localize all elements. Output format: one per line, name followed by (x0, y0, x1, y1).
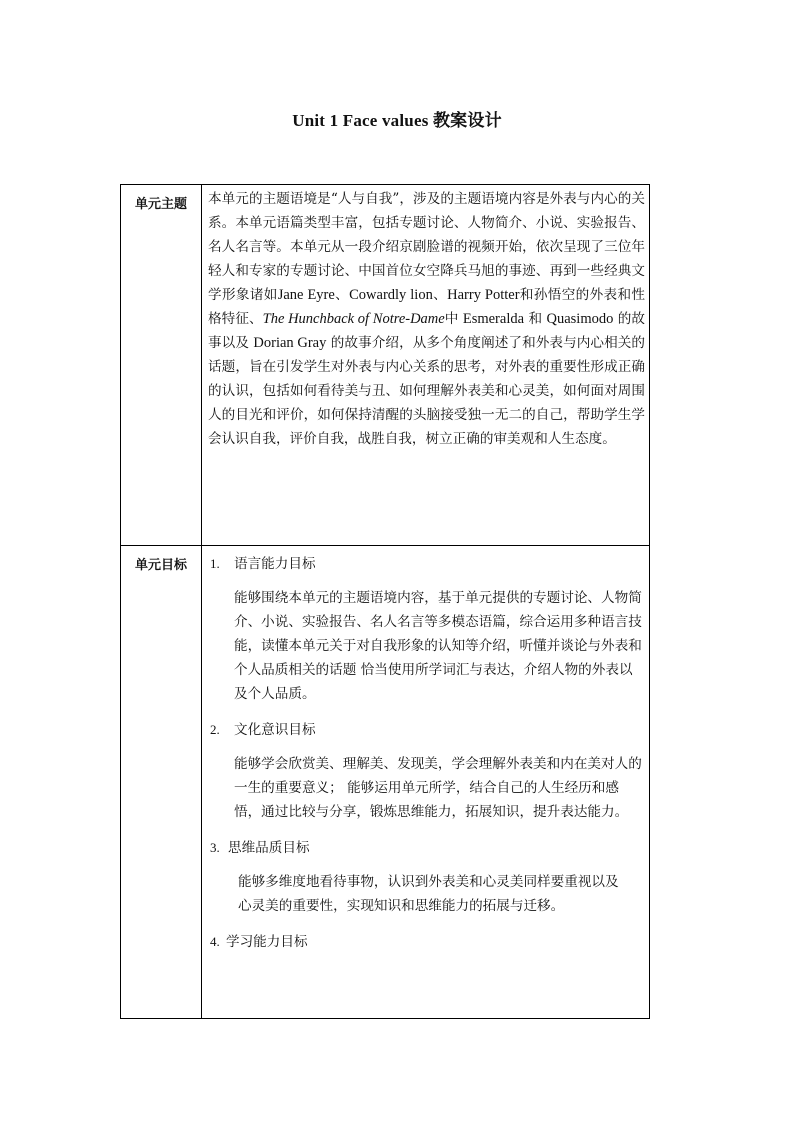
separator: 、 (432, 287, 448, 303)
name-esmeralda: Esmeralda (462, 311, 525, 327)
goal-title: 学习能力目标 (226, 934, 308, 950)
goal-heading (210, 836, 649, 864)
theme-text-part2: 和孙悟空的外表和性格特征、 (208, 287, 646, 327)
goal-number: 4. (210, 934, 220, 949)
table-row-theme (121, 185, 650, 546)
goal-description: 能够学会欣赏美、理解美、发现美，学会理解外表美和内在美对人的一生的重要意义； 能够运用单元所学，结合自己的人生经历和感悟，通过比较与分享，锻炼思维能力，拓展知识，提升表达能力。 (234, 756, 642, 820)
theme-text-part6: 的故事介绍，从多个角度阐述了和外表与内心相关的话题，旨在引发学生对外表与内心关系的思考，对外表的重要性形成正确的认识，包括如何看待美与丑、如何理解外表美和心灵美，如何面对周围人的目光和评价，如何保持清醒的头脑接受独一无二的自己，帮助学生学会认识自我，评价自我，战胜自我，树立正确的审美观和人生态度。 (208, 335, 646, 447)
goal-heading (210, 930, 649, 958)
goal-number: 1. (210, 556, 220, 571)
book-title: The Hunchback of Notre-Dame (262, 311, 445, 327)
theme-text-part4: 和 (528, 311, 543, 327)
theme-text-part5: 的故事以及 (208, 311, 646, 351)
theme-label: 单元主题 (121, 185, 202, 546)
goals-list (202, 546, 649, 1018)
name-harry-potter: Harry Potter (447, 287, 520, 303)
goal-heading (210, 552, 649, 580)
goals-label: 单元目标 (121, 546, 202, 1019)
goal-title: 思维品质目标 (228, 840, 310, 856)
goal-description: 能够围绕本单元的主题语境内容，基于单元提供的专题讨论、人物简介、小说、实验报告、名人名言等多模态语篇，综合运用多种语言技能，读懂本单元关于对自我形象的认知等介绍，听懂并谈论与外表和个人品质相关的话题 恰当使用所学词汇与表达，介绍人物的外表以及个人品质。 (234, 590, 642, 702)
name-dorian-gray: Dorian Gray (253, 335, 327, 351)
goal-number: 3. (210, 840, 220, 855)
lesson-plan-table (120, 184, 650, 1019)
goal-title: 语言能力目标 (234, 556, 316, 572)
goal-heading (210, 718, 649, 746)
page-title: Unit 1 Face values 教案设计 (292, 111, 502, 130)
goal-description: 能够多维度地看待事物，认识到外表美和心灵美同样要重视以及心灵美的重要性，实现知识和思维能力的拓展与迁移。 (238, 874, 619, 914)
theme-text-part3: 中 (444, 311, 459, 327)
theme-text-part1: 本单元的主题语境是“人与自我”，涉及的主题语境内容是外表与内心的关系。本单元语篇类型丰富，包括专题讨论、人物简介、小说、实验报告、名人名言等。本单元从一段介绍京剧脸谱的视频开始，依次呈现了三位年轻人和专家的专题讨论、中国首位女空降兵马旭的事迹、再到一些经典文学形象诸如 (208, 191, 645, 303)
name-quasimodo: Quasimodo (546, 311, 614, 327)
name-cowardly-lion: Cowardly lion (349, 287, 433, 303)
goal-number: 2. (210, 722, 220, 737)
table-row-goals (121, 546, 650, 1019)
theme-cell (202, 185, 650, 546)
goal-title: 文化意识目标 (234, 722, 316, 738)
name-jane-eyre: Jane Eyre (277, 287, 335, 303)
separator: 、 (334, 287, 350, 303)
goals-cell (202, 546, 650, 1019)
theme-description (202, 185, 649, 545)
